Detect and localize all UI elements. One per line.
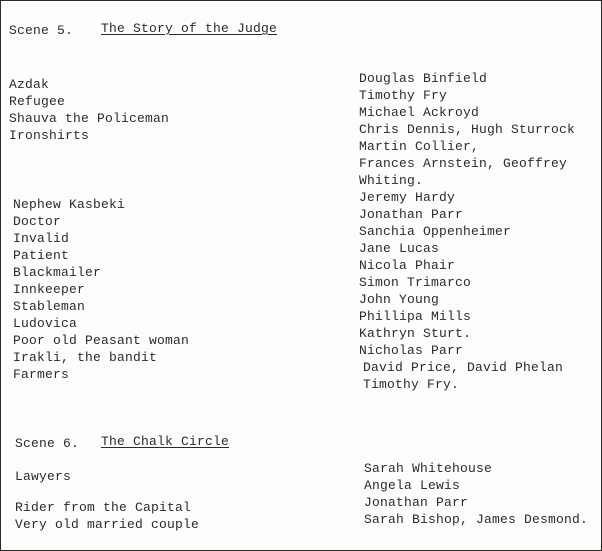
actor: Sarah Bishop, James Desmond. bbox=[364, 512, 589, 527]
role: Poor old Peasant woman bbox=[13, 333, 190, 348]
actor: Nicola Phair bbox=[359, 258, 456, 273]
actor: Frances Arnstein, Geoffrey bbox=[359, 156, 568, 171]
role: Stableman bbox=[13, 299, 86, 314]
actor: Jeremy Hardy bbox=[359, 190, 456, 205]
role: Patient bbox=[13, 248, 70, 263]
role: Azdak bbox=[9, 77, 50, 92]
actor: Jonathan Parr bbox=[359, 207, 464, 222]
actor: John Young bbox=[359, 292, 440, 307]
scene-6-title: The Chalk Circle bbox=[101, 434, 230, 449]
scene-5-label: Scene 5. bbox=[9, 23, 74, 38]
actor: Douglas Binfield bbox=[359, 71, 488, 86]
role: Rider from the Capital bbox=[15, 500, 192, 515]
actor: Michael Ackroyd bbox=[359, 105, 480, 120]
role: Farmers bbox=[13, 367, 70, 382]
actor: David Price, David Phelan bbox=[363, 360, 564, 375]
scene-6-label: Scene 6. bbox=[15, 436, 80, 451]
actor: Phillipa Mills bbox=[359, 309, 472, 324]
actor: Whiting. bbox=[359, 173, 424, 188]
actor: Kathryn Sturt. bbox=[359, 326, 472, 341]
role: Irakli, the bandit bbox=[13, 350, 158, 365]
actor: Timothy Fry bbox=[359, 88, 448, 103]
actor: Chris Dennis, Hugh Sturrock bbox=[359, 122, 576, 137]
role: Ludovica bbox=[13, 316, 78, 331]
role: Innkeeper bbox=[13, 282, 86, 297]
actor: Angela Lewis bbox=[364, 478, 461, 493]
role: Shauva the Policeman bbox=[9, 111, 170, 126]
actor: Martin Collier, bbox=[359, 139, 480, 154]
role: Ironshirts bbox=[9, 128, 90, 143]
scene-5-title: The Story of the Judge bbox=[101, 21, 278, 36]
role: Doctor bbox=[13, 214, 62, 229]
role: Invalid bbox=[13, 231, 70, 246]
actor: Jane Lucas bbox=[359, 241, 440, 256]
role: Lawyers bbox=[15, 469, 72, 484]
role: Very old married couple bbox=[15, 517, 200, 532]
actor: Sarah Whitehouse bbox=[364, 461, 493, 476]
actor: Sanchia Oppenheimer bbox=[359, 224, 512, 239]
actor: Simon Trimarco bbox=[359, 275, 472, 290]
actor: Timothy Fry. bbox=[363, 377, 460, 392]
actor: Nicholas Parr bbox=[359, 343, 464, 358]
role: Blackmailer bbox=[13, 265, 102, 280]
actor: Jonathan Parr bbox=[364, 495, 469, 510]
role: Nephew Kasbeki bbox=[13, 197, 126, 212]
role: Refugee bbox=[9, 94, 66, 109]
